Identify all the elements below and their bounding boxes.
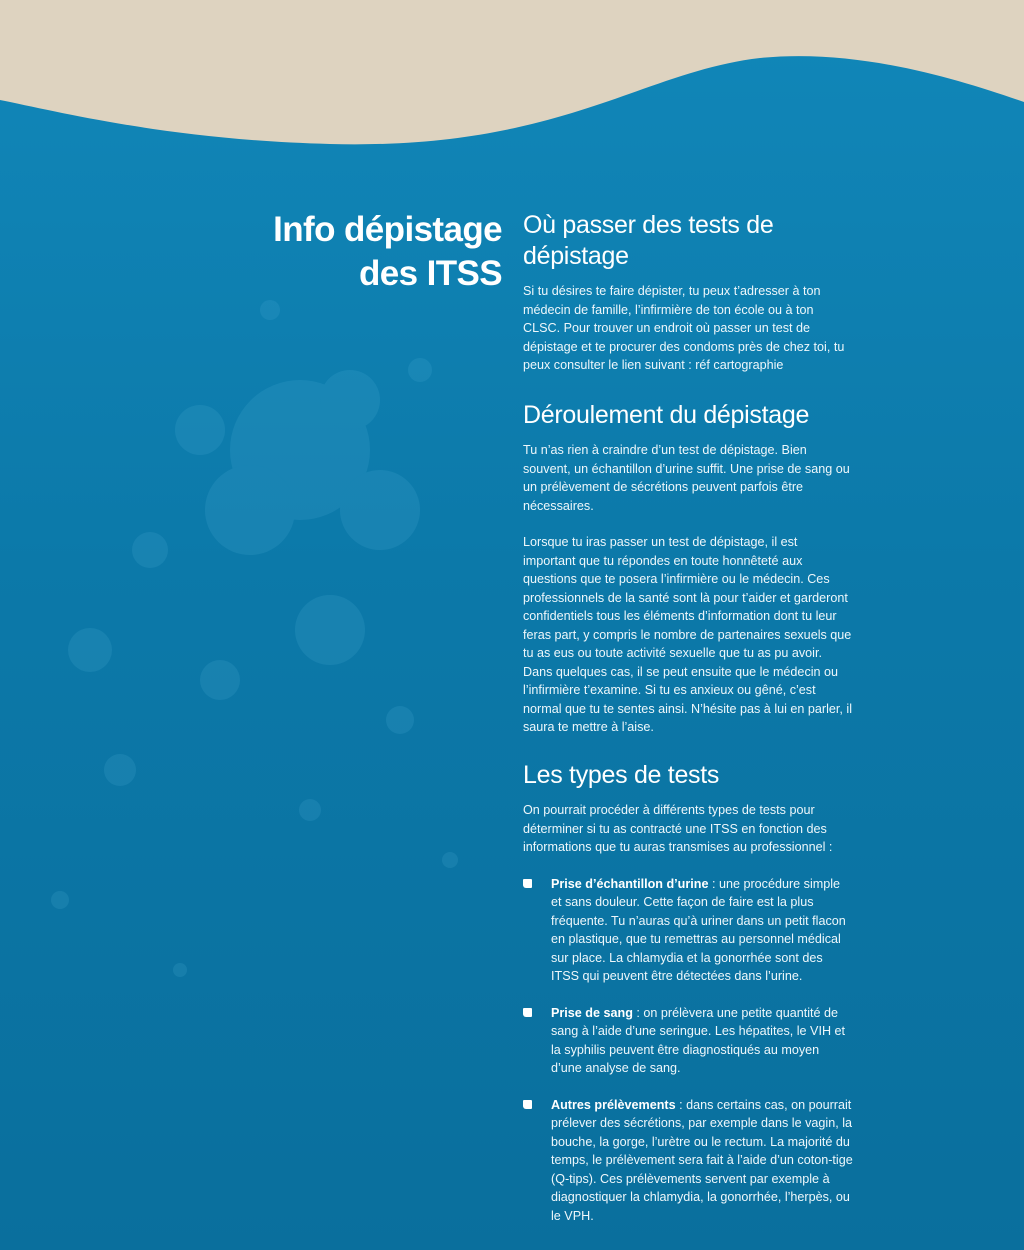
section-paragraph: Si tu désires te faire dépister, tu peux t’adresser à ton médecin de famille, l’infirmière de ton école ou à ton CLSC. Pour trouver un endroit où passer un test de dépistage et te procurer des condoms près de chez toi, tu peux consulter le lien suivant : réf cartographie	[523, 284, 845, 372]
bullet-icon	[523, 1100, 532, 1109]
list-item-term: Prise de sang	[551, 1005, 633, 1020]
list-item	[523, 1096, 853, 1226]
ink-splatter-decoration	[0, 250, 560, 1150]
list-item-term: Prise d’échantillon d’urine	[551, 876, 709, 891]
list-item	[523, 875, 853, 986]
section-heading: Déroulement du dépistage	[523, 401, 810, 429]
bullet-icon	[523, 879, 532, 888]
top-beige-wave	[0, 0, 1024, 160]
list-item-text: : on prélèvera une petite quantité de sang à l’aide d’une seringue. Les hépatites, le VIH et la syphilis peuvent être diagnostiqués au moyen d’une analyse de sang.	[551, 1005, 846, 1075]
section-paragraph: Lorsque tu iras passer un test de dépistage, il est important que tu répondes en toute honnêteté aux questions que te posera l’infirmière ou le médecin. Ces professionnels de la santé sont là pour t’aider et garderont confidentiels tous les éléments d’information dont tu leur feras part, y compris le nombre de partenaires sexuels que tu as eus ou toute activité sexuelle que tu as pu avoir. Dans quelques cas, il se peut ensuite que le médecin ou l’infirmière t’examine. Si tu es anxieux ou gêné, c’est normal que tu te sentes ainsi. N’hésite pas à lui en parler, il saura te mettre à l’aise.	[523, 535, 853, 734]
main-content	[523, 210, 853, 1243]
list-item-text: : dans certains cas, on pourrait prélever des sécrétions, par exemple dans le vagin, la bouche, la gorge, l’urètre ou le rectum. La majorité du temps, le prélèvement sera fait à l’aide d’un coton-tige (Q-tips). Ces prélèvements servent par exemple à diagnostiquer la chlamydia, la gonorrhée, l’herpès, ou le VPH.	[551, 1097, 853, 1223]
section-where-to-test	[523, 210, 853, 400]
list-item-text: : une procédure simple et sans douleur. Cette façon de faire est la plus fréquente. Tu n’auras qu’à uriner dans un petit flacon en plastique, que tu remettras au personnel médical sur place. La chlamydia et la gonorrhée sont des ITSS qui peuvent être détectées dans l’urine.	[551, 876, 846, 983]
section-paragraph: Tu n’as rien à craindre d’un test de dépistage. Bien souvent, un échantillon d’urine suffit. Une prise de sang ou un prélèvement de sécrétions peuvent parfois être nécessaires.	[523, 443, 850, 513]
bullet-icon	[523, 1008, 532, 1017]
list-item	[523, 1004, 853, 1078]
section-heading: Les types de tests	[523, 761, 720, 789]
test-types-list	[523, 875, 853, 1226]
page-title	[240, 208, 502, 296]
page-title-line-1: Info dépistage	[273, 210, 502, 249]
section-screening-process	[523, 400, 853, 760]
section-paragraph: On pourrait procéder à différents types de tests pour déterminer si tu as contracté une ITSS en fonction des informations que tu auras transmises au professionnel :	[523, 803, 833, 854]
page-title-line-2: des ITSS	[358, 254, 502, 293]
section-heading: Où passer des tests de dépistage	[523, 211, 774, 270]
section-test-types	[523, 760, 853, 1225]
list-item-term: Autres prélèvements	[551, 1097, 676, 1112]
